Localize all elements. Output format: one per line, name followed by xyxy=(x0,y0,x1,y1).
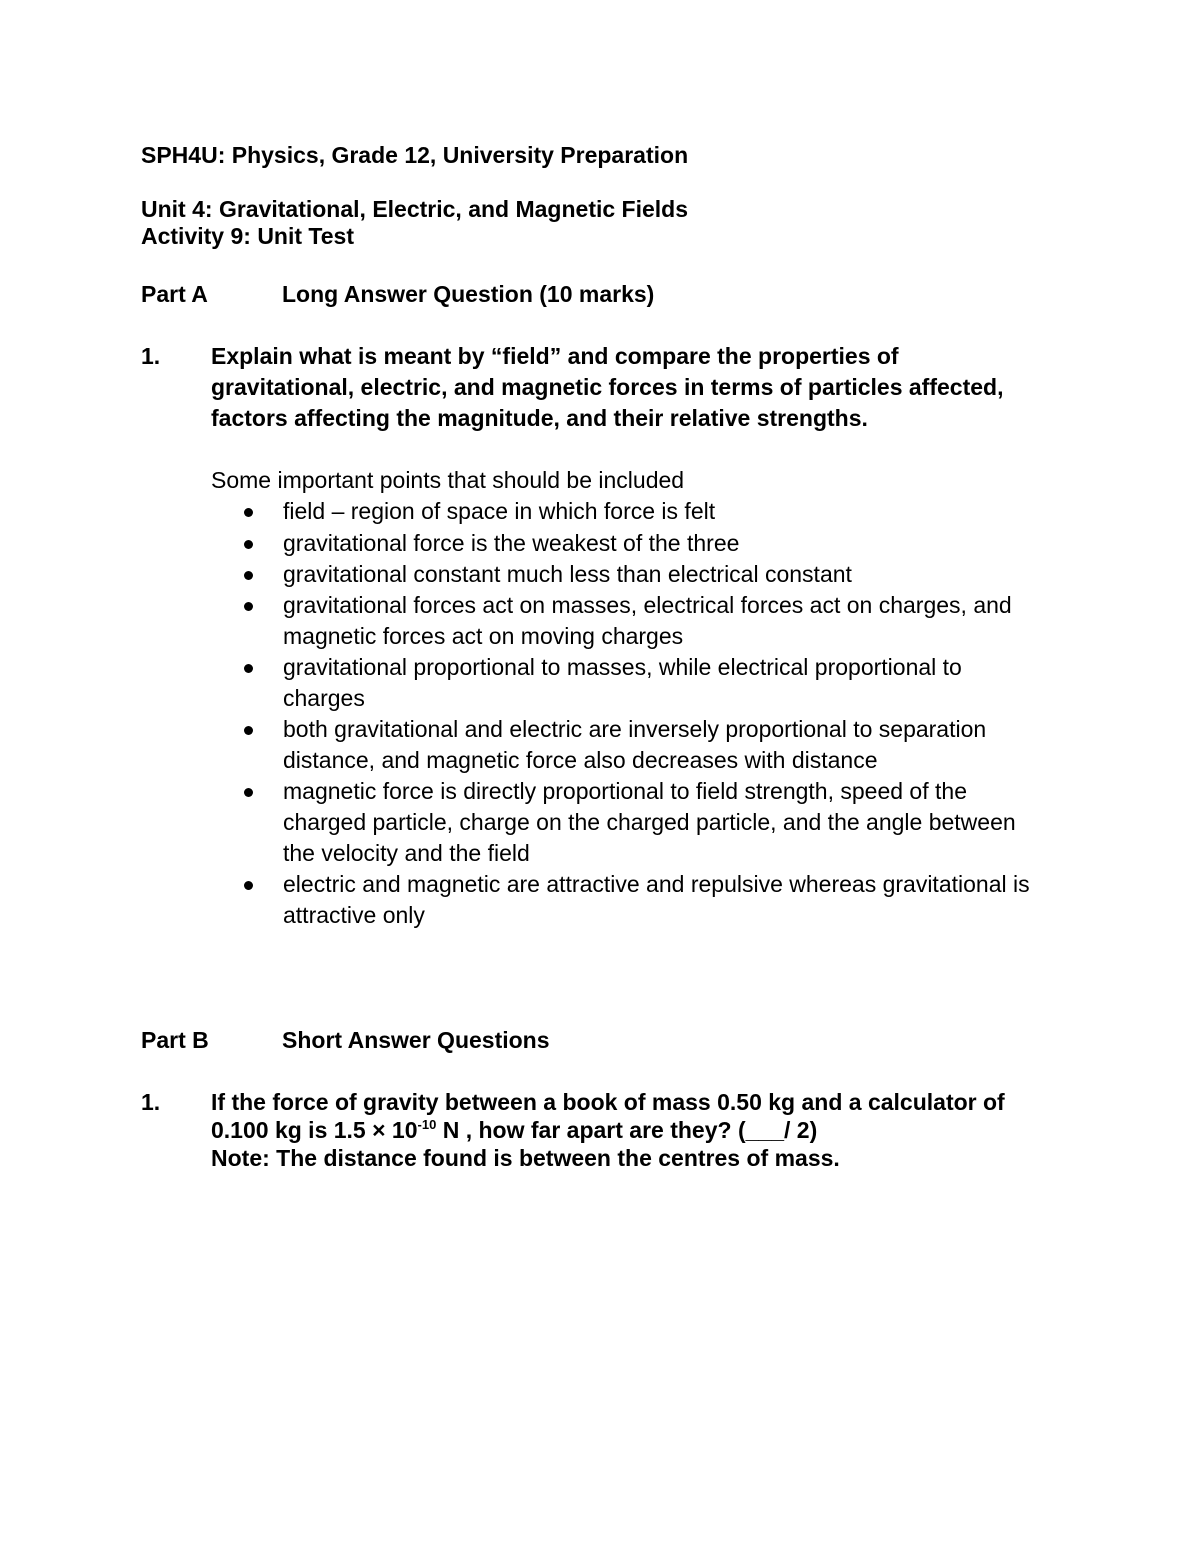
part-a-label: Part A xyxy=(141,281,208,307)
bullet-icon xyxy=(244,664,253,673)
list-item-continuation: distance, and magnetic force also decreases with distance xyxy=(283,747,878,773)
bullet-icon xyxy=(244,602,253,611)
bullet-icon xyxy=(244,788,253,797)
list-item-continuation: the velocity and the field xyxy=(283,840,530,866)
list-item-continuation: attractive only xyxy=(283,902,425,928)
part-a-title: Long Answer Question (10 marks) xyxy=(282,281,655,307)
activity-title: Activity 9: Unit Test xyxy=(141,223,354,249)
bullet-icon xyxy=(244,571,253,580)
question-text: N , how far apart are they? ( xyxy=(436,1117,746,1143)
list-item-continuation: charged particle, charge on the charged particle, and the angle between xyxy=(283,809,1016,835)
list-item: gravitational forces act on masses, electrical forces act on charges, and xyxy=(283,592,1012,618)
part-b-question-line: If the force of gravity between a book of mass 0.50 kg and a calculator of xyxy=(211,1089,1005,1115)
list-item: gravitational force is the weakest of the three xyxy=(283,530,740,556)
list-item: electric and magnetic are attractive and repulsive whereas gravitational is xyxy=(283,871,1030,897)
points-intro: Some important points that should be included xyxy=(211,467,685,493)
bullet-icon xyxy=(244,726,253,735)
bullet-icon xyxy=(244,540,253,549)
part-a-question-number: 1. xyxy=(141,343,161,369)
list-item: field – region of space in which force is felt xyxy=(283,498,716,524)
list-item-continuation: magnetic forces act on moving charges xyxy=(283,623,684,649)
list-item: gravitational proportional to masses, while electrical proportional to xyxy=(283,654,962,680)
course-title: SPH4U: Physics, Grade 12, University Preparation xyxy=(141,142,689,168)
part-a-question-line: factors affecting the magnitude, and their relative strengths. xyxy=(211,405,868,431)
unit-title: Unit 4: Gravitational, Electric, and Magnetic Fields xyxy=(141,196,689,222)
part-b-title: Short Answer Questions xyxy=(282,1027,550,1053)
bullet-icon xyxy=(244,508,253,517)
question-text: 0.100 kg is 1.5 × 10 xyxy=(211,1117,418,1143)
list-item: gravitational constant much less than electrical constant xyxy=(283,561,852,587)
answer-blank: ___ xyxy=(745,1117,784,1143)
list-item: both gravitational and electric are inversely proportional to separation xyxy=(283,716,987,742)
bullet-icon xyxy=(244,881,253,890)
list-item-continuation: charges xyxy=(283,685,365,711)
part-b-question-number: 1. xyxy=(141,1089,161,1115)
part-b-label: Part B xyxy=(141,1027,209,1053)
list-item: magnetic force is directly proportional to field strength, speed of the xyxy=(283,778,967,804)
part-a-question-line: Explain what is meant by “field” and compare the properties of xyxy=(211,343,899,369)
part-a-question-line: gravitational, electric, and magnetic forces in terms of particles affected, xyxy=(211,374,1004,400)
part-b-note: Note: The distance found is between the centres of mass. xyxy=(211,1145,840,1171)
part-b-question-line xyxy=(211,1115,817,1146)
exponent: -10 xyxy=(417,1117,437,1132)
marks-value: / 2) xyxy=(784,1117,818,1143)
